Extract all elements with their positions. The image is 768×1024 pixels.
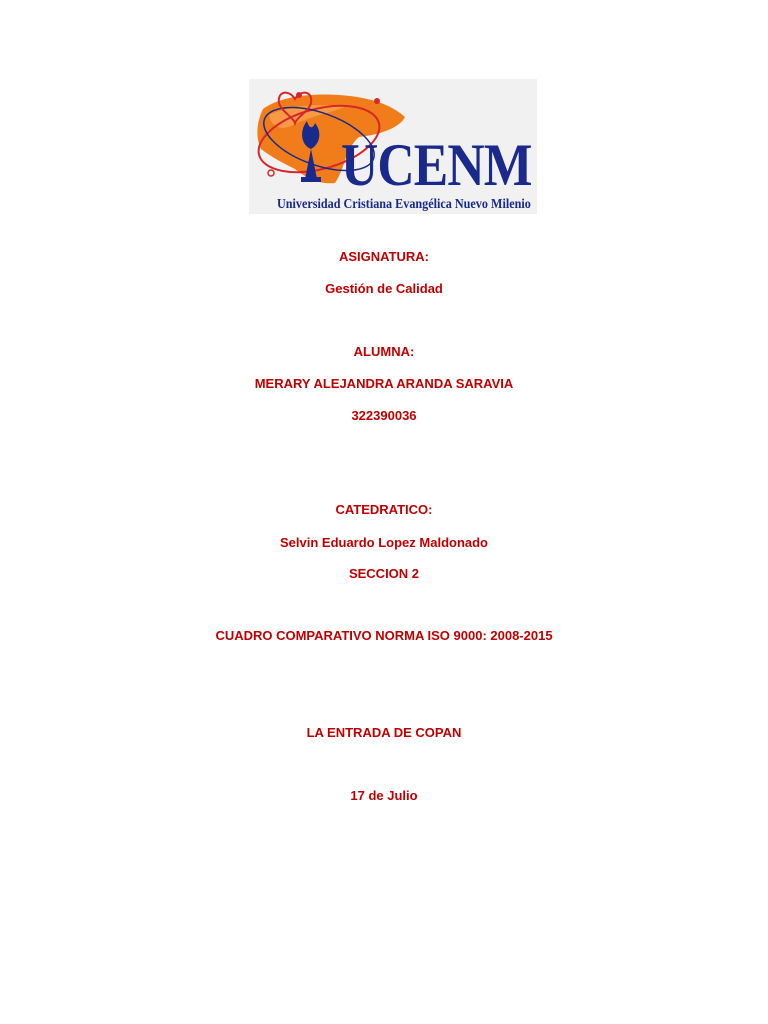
location: LA ENTRADA DE COPAN — [306, 725, 462, 740]
logo-subtitle: Universidad Cristiana Evangélica Nuevo Milenio — [277, 196, 531, 211]
asignatura-label: ASIGNATURA: — [338, 249, 430, 264]
logo-wordmark: UCENM — [341, 132, 532, 198]
alumna-label: ALUMNA: — [353, 344, 415, 359]
seccion: SECCION 2 — [348, 566, 420, 581]
university-logo — [249, 79, 537, 214]
catedratico-name: Selvin Eduardo Lopez Maldonado — [279, 535, 488, 550]
catedratico-label: CATEDRATICO: — [335, 502, 433, 517]
asignatura-value: Gestión de Calidad — [325, 281, 443, 296]
alumna-id: 322390036 — [351, 408, 417, 423]
alumna-name: MERARY ALEJANDRA ARANDA SARAVIA — [254, 376, 514, 391]
document-title: CUADRO COMPARATIVO NORMA ISO 9000: 2008-2015 — [215, 628, 553, 643]
date: 17 de Julio — [350, 788, 418, 803]
